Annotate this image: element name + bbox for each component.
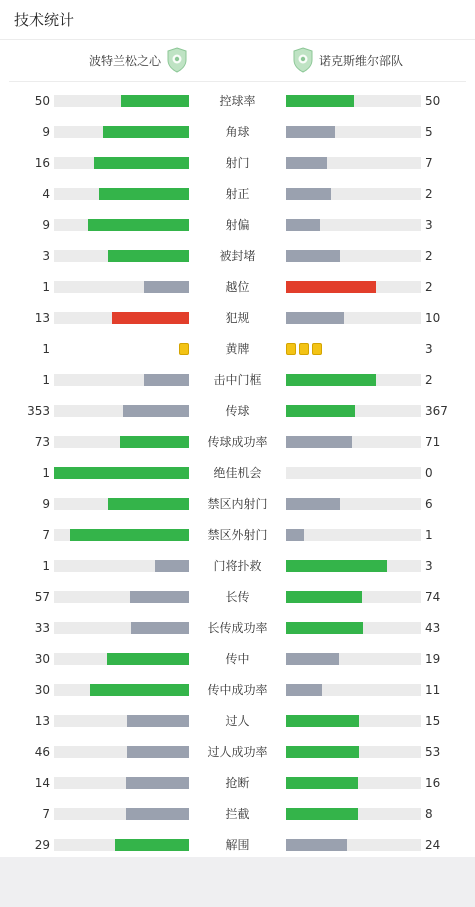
home-value: 3 [42, 249, 50, 263]
home-bar-fill [121, 95, 189, 107]
away-value: 0 [425, 466, 433, 480]
stat-row [0, 799, 475, 830]
away-bar-track [286, 529, 421, 541]
home-bar-fill [90, 684, 189, 696]
away-bar-fill [286, 281, 376, 293]
away-bar-track [286, 498, 421, 510]
away-bar-track [286, 777, 421, 789]
home-value: 7 [42, 807, 50, 821]
home-bar-track [54, 436, 189, 448]
stat-row [0, 582, 475, 613]
stat-label: 射偏 [225, 218, 250, 232]
home-bar-fill [94, 157, 189, 169]
away-value: 5 [425, 125, 433, 139]
away-bar-fill [286, 374, 376, 386]
away-bar-track [286, 126, 421, 138]
home-value: 13 [34, 311, 50, 325]
home-value: 1 [42, 342, 50, 356]
away-bar-fill [286, 436, 352, 448]
stat-label: 角球 [225, 125, 250, 139]
away-value: 53 [425, 745, 441, 759]
yellow-card-icon [286, 343, 296, 355]
home-value: 7 [42, 528, 50, 542]
home-bar-track [54, 188, 189, 200]
home-bar-track [54, 529, 189, 541]
away-value: 15 [425, 714, 441, 728]
away-bar-fill [286, 839, 347, 851]
home-bar-fill [127, 715, 189, 727]
away-bar-track [286, 219, 421, 231]
stat-row [0, 210, 475, 241]
home-bar-fill [108, 250, 189, 262]
away-bar-track [286, 591, 421, 603]
stat-label: 传中 [225, 652, 250, 666]
home-bar-track [54, 839, 189, 851]
home-bar-fill [99, 188, 189, 200]
home-value: 13 [34, 714, 50, 728]
stat-label: 拦截 [225, 807, 250, 821]
home-bar-track [54, 653, 189, 665]
stat-label: 禁区内射门 [207, 497, 268, 511]
home-bar-fill [126, 777, 189, 789]
stat-row [0, 830, 475, 861]
stat-label: 射门 [225, 156, 250, 170]
home-bar-track [54, 405, 189, 417]
away-bar-track [286, 746, 421, 758]
away-bar-track [286, 808, 421, 820]
home-bar-track [54, 498, 189, 510]
home-value: 1 [42, 466, 50, 480]
stat-row [0, 148, 475, 179]
stat-label: 射正 [225, 187, 250, 201]
stat-row [0, 365, 475, 396]
stat-label: 绝佳机会 [213, 466, 262, 480]
away-bar-fill [286, 746, 359, 758]
home-bar-fill [88, 219, 189, 231]
away-bar-fill [286, 622, 363, 634]
stat-row [0, 489, 475, 520]
home-value: 14 [34, 776, 50, 790]
away-bar-track [286, 95, 421, 107]
stat-row [0, 241, 475, 272]
away-bar-fill [286, 126, 335, 138]
stat-label: 犯规 [225, 311, 250, 325]
stats-list [0, 86, 475, 861]
home-bar-fill [120, 436, 189, 448]
home-value: 30 [34, 652, 50, 666]
away-value: 3 [425, 218, 433, 232]
away-value: 8 [425, 807, 433, 821]
home-bar-fill [144, 281, 189, 293]
home-bar-track [54, 777, 189, 789]
stat-row [0, 706, 475, 737]
away-value: 11 [425, 683, 441, 697]
page-title: 技术统计 [14, 11, 75, 29]
stat-label: 被封堵 [219, 249, 256, 263]
away-value: 7 [425, 156, 433, 170]
away-team[interactable] [292, 47, 403, 73]
away-bar-track [286, 560, 421, 572]
yellow-card-icon [299, 343, 309, 355]
stat-label: 长传成功率 [207, 621, 268, 635]
stat-label: 越位 [225, 280, 250, 294]
away-value: 74 [425, 590, 441, 604]
stat-label: 传球成功率 [207, 435, 268, 449]
away-bar-track [286, 405, 421, 417]
home-value: 1 [42, 373, 50, 387]
stat-row [0, 644, 475, 675]
home-bar-track [54, 95, 189, 107]
away-bar-fill [286, 777, 358, 789]
away-value: 24 [425, 838, 441, 852]
away-yellow-cards [286, 343, 322, 356]
away-value: 6 [425, 497, 433, 511]
home-bar-track [54, 250, 189, 262]
home-value: 4 [42, 187, 50, 201]
home-bar-fill [112, 312, 189, 324]
home-bar-track [54, 281, 189, 293]
away-value: 367 [425, 404, 448, 418]
stat-label: 解围 [225, 838, 250, 852]
stat-label: 传中成功率 [207, 683, 268, 697]
away-value: 19 [425, 652, 441, 666]
home-bar-track [54, 715, 189, 727]
stat-label: 过人成功率 [207, 745, 268, 759]
home-yellow-cards [179, 343, 189, 356]
home-bar-track [54, 808, 189, 820]
home-bar-fill [155, 560, 189, 572]
stat-label: 抢断 [225, 776, 250, 790]
away-bar-track [286, 374, 421, 386]
away-bar-track [286, 653, 421, 665]
away-value: 3 [425, 559, 433, 573]
home-value: 16 [34, 156, 50, 170]
stat-label: 门将扑救 [213, 559, 262, 573]
stat-row [0, 737, 475, 768]
home-value: 1 [42, 559, 50, 573]
home-value: 9 [42, 125, 50, 139]
teams-header [9, 40, 466, 82]
stat-row [0, 117, 475, 148]
yellow-card-icon [179, 343, 189, 355]
stat-row [0, 768, 475, 799]
away-bar-fill [286, 560, 387, 572]
home-bar-track [54, 312, 189, 324]
stat-label: 击中门框 [213, 373, 262, 387]
yellow-card-icon [312, 343, 322, 355]
home-bar-fill [107, 653, 189, 665]
away-bar-track [286, 684, 421, 696]
home-bar-track [54, 622, 189, 634]
away-bar-fill [286, 188, 331, 200]
away-bar-track [286, 312, 421, 324]
stat-label: 黄牌 [225, 342, 250, 356]
home-bar-track [54, 219, 189, 231]
away-value: 71 [425, 435, 441, 449]
away-value: 43 [425, 621, 441, 635]
stat-label: 控球率 [219, 94, 256, 108]
home-value: 33 [34, 621, 50, 635]
away-bar-track [286, 715, 421, 727]
home-value: 9 [42, 218, 50, 232]
stat-label: 长传 [225, 590, 250, 604]
stat-label: 传球 [225, 404, 250, 418]
away-value: 2 [425, 373, 433, 387]
home-team-name: 波特兰松之心 [88, 53, 161, 68]
away-value: 3 [425, 342, 433, 356]
away-bar-track [286, 467, 421, 479]
home-bar-fill [130, 591, 189, 603]
stat-label: 禁区外射门 [207, 528, 268, 542]
away-bar-fill [286, 157, 327, 169]
stat-row [0, 551, 475, 582]
home-bar-track [54, 157, 189, 169]
away-bar-track [286, 622, 421, 634]
away-bar-fill [286, 498, 340, 510]
away-value: 1 [425, 528, 433, 542]
home-bar-fill [126, 808, 189, 820]
stat-label: 过人 [225, 714, 250, 728]
stat-row [0, 303, 475, 334]
away-team-shield-icon [292, 47, 314, 73]
home-value: 30 [34, 683, 50, 697]
home-value: 29 [34, 838, 50, 852]
away-bar-track [286, 281, 421, 293]
stat-row [0, 427, 475, 458]
away-value: 16 [425, 776, 441, 790]
home-bar-track [54, 467, 189, 479]
away-bar-fill [286, 684, 322, 696]
home-bar-fill [123, 405, 189, 417]
stat-row [0, 179, 475, 210]
home-value: 9 [42, 497, 50, 511]
away-bar-fill [286, 219, 320, 231]
stat-row [0, 272, 475, 303]
home-value: 57 [34, 590, 50, 604]
away-bar-fill [286, 312, 344, 324]
stat-row [0, 675, 475, 706]
home-value: 1 [42, 280, 50, 294]
away-bar-fill [286, 405, 355, 417]
away-bar-track [286, 436, 421, 448]
home-value: 46 [34, 745, 50, 759]
away-bar-track [286, 157, 421, 169]
home-team[interactable] [89, 47, 188, 73]
home-value: 73 [34, 435, 50, 449]
stat-row [0, 613, 475, 644]
away-bar-fill [286, 250, 340, 262]
home-bar-fill [131, 622, 189, 634]
home-bar-fill [115, 839, 189, 851]
away-bar-fill [286, 591, 362, 603]
away-bar-fill [286, 715, 359, 727]
home-bar-fill [103, 126, 189, 138]
away-bar-fill [286, 529, 304, 541]
home-bar-fill [127, 746, 189, 758]
away-bar-fill [286, 808, 358, 820]
home-bar-fill [108, 498, 189, 510]
home-bar-track [54, 126, 189, 138]
home-bar-track [54, 746, 189, 758]
away-bar-fill [286, 95, 354, 107]
home-value: 50 [34, 94, 50, 108]
away-team-name: 诺克斯维尔部队 [319, 53, 404, 68]
home-bar-fill [54, 467, 189, 479]
away-value: 2 [425, 249, 433, 263]
stat-row [0, 86, 475, 117]
away-value: 2 [425, 280, 433, 294]
home-bar-track [54, 684, 189, 696]
home-bar-fill [144, 374, 189, 386]
away-bar-track [286, 250, 421, 262]
home-bar-track [54, 560, 189, 572]
stat-row [0, 396, 475, 427]
away-bar-fill [286, 653, 339, 665]
home-value: 353 [27, 404, 50, 418]
home-team-shield-icon [166, 47, 188, 73]
away-value: 10 [425, 311, 441, 325]
home-bar-fill [70, 529, 189, 541]
stat-row [0, 520, 475, 551]
title-bar [0, 0, 475, 40]
stat-row [0, 458, 475, 489]
away-bar-track [286, 188, 421, 200]
away-value: 50 [425, 94, 441, 108]
home-bar-track [54, 591, 189, 603]
away-bar-track [286, 839, 421, 851]
stat-row [0, 334, 475, 365]
home-bar-track [54, 374, 189, 386]
away-value: 2 [425, 187, 433, 201]
